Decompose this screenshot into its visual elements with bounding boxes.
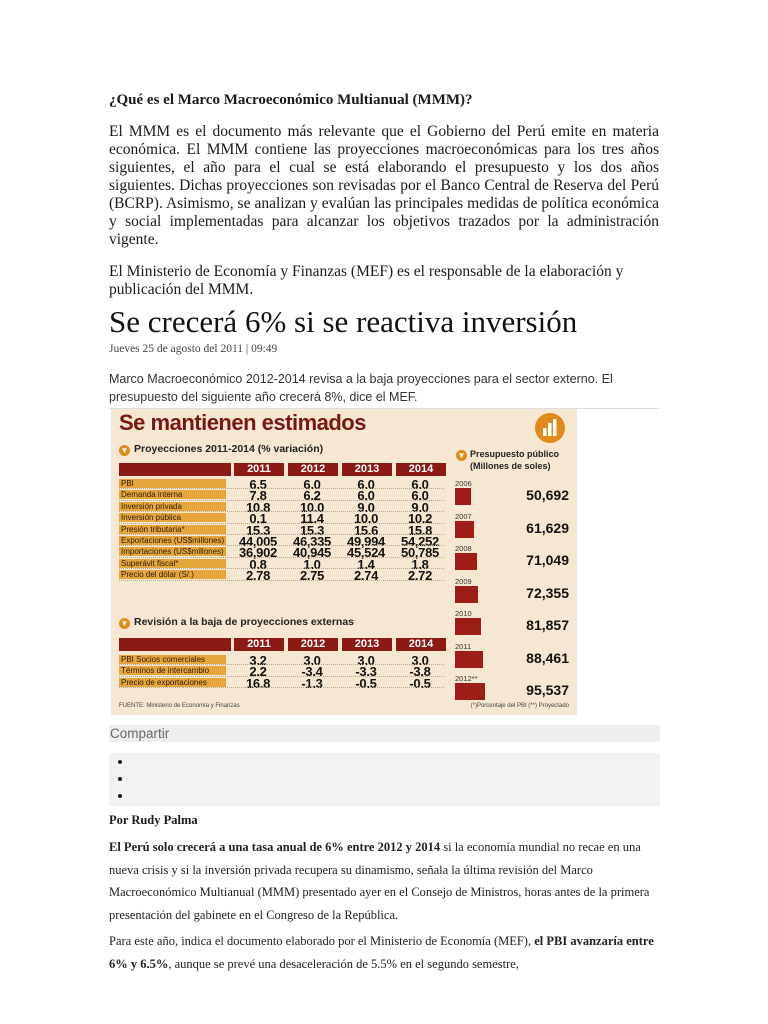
row-label: Términos de intercambio <box>119 666 226 675</box>
row-value: 11.4 <box>300 511 324 527</box>
header-cell-blank <box>119 638 231 651</box>
row-value: 1.8 <box>411 556 429 572</box>
row-value: 1.0 <box>303 556 321 572</box>
arrow-down-icon: ▼ <box>120 446 129 455</box>
budget-value: 71,049 <box>526 552 569 568</box>
budget-item <box>455 544 573 575</box>
budget-value: 72,355 <box>526 584 569 601</box>
question-title: ¿Qué es el Marco Macroeconómico Multianual (MMM)? <box>109 92 473 108</box>
share-bar[interactable] <box>109 725 660 742</box>
article-headline: Se crecerá 6% si se reactiva inversión <box>109 304 578 339</box>
row-value: 46,335 <box>293 533 331 549</box>
year-header: 2011 <box>234 638 284 651</box>
row-label: Demanda interna <box>119 490 226 499</box>
row-value: 36,902 <box>239 545 277 561</box>
year-header: 2011 <box>234 463 284 476</box>
row-value: 6.2 <box>303 488 321 504</box>
budget-title: ▼ Presupuesto público (Millones de soles) <box>457 449 560 471</box>
row-value: 15.8 <box>407 522 433 538</box>
budget-bar <box>455 618 481 635</box>
budget-bar <box>455 651 483 668</box>
projections-section-title: ▼ Proyecciones 2011-2014 (% variación) <box>120 443 324 455</box>
share-item[interactable] <box>132 770 660 787</box>
row-value: -3.8 <box>409 664 431 680</box>
budget-item <box>455 479 573 510</box>
row-value: 10.8 <box>245 499 271 515</box>
row-value: 2.2 <box>249 664 267 680</box>
row-value: 1.4 <box>357 556 375 572</box>
row-value: 3.0 <box>411 653 429 668</box>
share-item[interactable] <box>132 753 660 770</box>
row-label: Presión tributaria* <box>119 525 226 534</box>
row-value: 54,252 <box>401 533 439 549</box>
budget-year: 2009 <box>455 576 472 586</box>
row-value: 9.0 <box>411 499 429 515</box>
row-value: 45,524 <box>347 545 385 561</box>
row-value: 2.72 <box>407 568 433 584</box>
row-value: 15.3 <box>299 522 325 538</box>
row-value: -3.4 <box>301 664 323 680</box>
budget-bar <box>455 488 471 505</box>
share-item[interactable] <box>132 787 660 804</box>
budget-item <box>455 642 573 673</box>
external-revision-table <box>119 653 444 691</box>
row-value: -0.5 <box>355 675 377 691</box>
budget-value: 81,857 <box>526 617 569 633</box>
article-dateline: Jueves 25 de agosto del 2011 | 09:49 <box>109 343 278 355</box>
budget-item <box>455 577 573 608</box>
infographic <box>111 409 577 715</box>
row-value: 10.2 <box>407 511 433 527</box>
row-value: 15.6 <box>353 522 379 538</box>
header-cell-blank <box>119 463 231 476</box>
budget-item <box>455 609 573 640</box>
budget-bar <box>455 683 485 700</box>
year-header: 2012 <box>288 638 338 651</box>
body-paragraph-1: El Perú solo crecerá a una tasa anual de 6% entre 2012 y 2014 si la economía mundial no recae en una nueva crisis y si la inversión privada recupera su dinamismo, señala la última revisión del Marco Macroeconómico Multianual (MMM) presentado ayer en el Consejo de Ministros, horas antes de la primera presentación del gabinete en el Congreso de la República. <box>109 840 650 922</box>
year-header: 2014 <box>396 463 446 476</box>
row-value: 16.8 <box>245 675 271 691</box>
body-paragraph-2: Para este año, indica el documento elaborado por el Ministerio de Economía (MEF), el PBI avanzaría entre 6% y 6.5%, aunque se prevé una desaceleración de 5.5% en el segundo semestre, <box>109 934 654 971</box>
row-value: 3.2 <box>249 653 267 668</box>
article-author: Por Rudy Palma <box>109 813 198 827</box>
row-value: -0.5 <box>409 675 431 691</box>
budget-year: 2006 <box>455 479 472 488</box>
row-label: Exportaciones (US$millones) <box>121 535 225 545</box>
year-header: 2012 <box>288 463 338 476</box>
row-value: 6.0 <box>411 477 429 492</box>
projections-table <box>119 477 444 584</box>
row-value: 3.0 <box>357 653 375 668</box>
row-value: 10.0 <box>353 511 379 527</box>
external-revision-header <box>111 638 451 651</box>
row-label: Inversión pública <box>119 513 226 522</box>
budget-year: 2008 <box>455 544 472 553</box>
budget-year: 2010 <box>455 609 472 618</box>
budget-value: 88,461 <box>526 649 569 666</box>
row-value: 2.75 <box>299 568 325 584</box>
row-value: 49,994 <box>347 533 385 549</box>
footnote: (*)Porcentaje del PBI (**) Proyectado <box>470 703 569 709</box>
budget-bar <box>455 521 474 538</box>
row-value: 6.0 <box>411 488 429 504</box>
table-row <box>119 675 444 691</box>
row-value: 3.0 <box>303 653 321 668</box>
budget-value: 50,692 <box>526 487 569 503</box>
budget-year: 2011 <box>455 641 472 651</box>
budget-year: 2012** <box>455 674 478 683</box>
source-note: FUENTE: Ministerio de Economía y Finanzas <box>119 703 240 709</box>
row-label: Inversión privada <box>119 502 226 511</box>
row-value: 50,785 <box>401 545 439 561</box>
row-value: -1.3 <box>301 675 323 691</box>
row-value: 44,005 <box>239 533 277 549</box>
row-label: Precio del dólar (S/.) <box>119 570 226 579</box>
row-label: PBI Socios comerciales <box>119 655 226 664</box>
article-lead: Marco Macroeconómico 2012-2014 revisa a la baja proyecciones para el sector externo. El presupuesto del siguiente año crecerá 8%, dice el MEF. <box>109 370 659 409</box>
row-value: 15.3 <box>245 522 271 538</box>
arrow-down-icon: ▼ <box>120 619 129 628</box>
infographic-title: Se mantienen estimados <box>119 410 366 435</box>
row-value: 9.0 <box>357 499 375 515</box>
arrow-down-icon: ▼ <box>457 451 466 460</box>
external-revision-section-title: ▼ Revisión a la baja de proyecciones externas <box>120 616 355 628</box>
table-row <box>119 568 444 584</box>
year-header: 2014 <box>396 638 446 651</box>
budget-value: 61,629 <box>526 519 569 536</box>
year-header: 2013 <box>342 638 392 651</box>
row-value: 2.78 <box>245 568 271 584</box>
row-value: 0.8 <box>249 556 267 572</box>
row-value: 6.0 <box>357 477 375 492</box>
share-list <box>109 753 660 806</box>
row-value: 6.5 <box>249 477 267 492</box>
budget-item <box>455 674 573 705</box>
row-value: 6.0 <box>357 488 375 504</box>
share-label: Compartir <box>110 726 170 741</box>
projections-header <box>111 463 451 476</box>
row-label: Importaciones (US$millones) <box>119 547 226 556</box>
row-value: 2.74 <box>353 568 379 584</box>
year-header: 2013 <box>342 463 392 476</box>
row-value: 7.8 <box>249 488 267 504</box>
budget-bar <box>455 553 477 570</box>
row-value: 10.0 <box>299 499 325 515</box>
row-value: 6.0 <box>303 477 321 492</box>
budget-bar <box>455 586 478 603</box>
intro-paragraph-2: El Ministerio de Economía y Finanzas (MEF) es el responsable de la elaboración y publicación del MMM. <box>109 263 624 298</box>
row-value: 40,945 <box>293 545 331 561</box>
row-label: PBI <box>119 479 226 488</box>
row-label: Precio de exportaciones <box>119 678 226 687</box>
row-value: -3.3 <box>355 664 377 680</box>
row-value: 0.1 <box>249 511 267 527</box>
budget-year: 2007 <box>455 511 472 521</box>
budget-item <box>455 512 573 543</box>
bar-chart-icon <box>535 413 565 443</box>
row-label: Superávit fiscal* <box>119 559 226 568</box>
budget-value: 95,537 <box>526 682 569 698</box>
intro-paragraph-1: El MMM es el documento más relevante que el Gobierno del Perú emite en materia económica. El MMM contiene las proyecciones macroeconómicas para los tres años siguientes, el año para el cual se está elaborando el presupuesto y los dos años siguientes. Dichas proyecciones son revisadas por el Banco Central de Reserva del Perú (BCRP). Asimismo, se analizan y evalúan las principales medidas de política económica y social implementadas para alcanzar los objetivos trazados por la administración vigente. <box>109 123 659 248</box>
